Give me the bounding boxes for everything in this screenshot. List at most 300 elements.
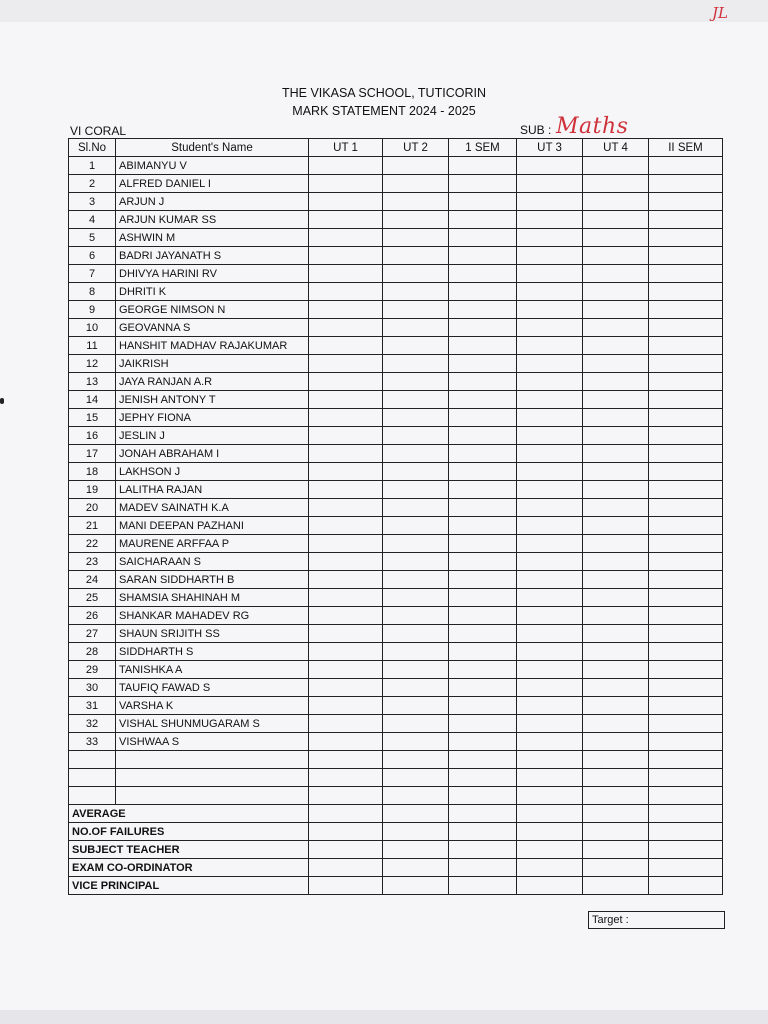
mark-cell-1sem[interactable] <box>449 463 517 481</box>
mark-cell-1sem[interactable] <box>449 607 517 625</box>
mark-cell-1sem[interactable] <box>449 265 517 283</box>
mark-cell-2sem[interactable] <box>649 391 723 409</box>
mark-cell-2sem[interactable] <box>649 283 723 301</box>
mark-cell-ut4[interactable] <box>583 229 649 247</box>
student-name: MADEV SAINATH K.A <box>116 499 309 517</box>
mark-cell-ut1[interactable] <box>309 625 383 643</box>
mark-cell-ut4[interactable] <box>583 661 649 679</box>
mark-cell-1sem[interactable] <box>449 319 517 337</box>
mark-cell-1sem[interactable] <box>449 157 517 175</box>
mark-cell-ut3[interactable] <box>517 481 583 499</box>
serial-number: 1 <box>69 157 116 175</box>
mark-cell-1sem[interactable] <box>449 679 517 697</box>
student-name: SHAUN SRIJITH SS <box>116 625 309 643</box>
mark-cell-ut3[interactable] <box>517 553 583 571</box>
mark-cell-1sem[interactable] <box>449 355 517 373</box>
mark-cell-ut4[interactable] <box>583 445 649 463</box>
student-row <box>69 589 723 607</box>
mark-cell-ut2[interactable] <box>383 427 449 445</box>
mark-cell-2sem[interactable] <box>649 247 723 265</box>
student-name: HANSHIT MADHAV RAJAKUMAR <box>116 337 309 355</box>
mark-cell-2sem[interactable] <box>649 643 723 661</box>
mark-cell-ut4[interactable] <box>583 481 649 499</box>
student-name: JESLIN J <box>116 427 309 445</box>
mark-cell-1sem[interactable] <box>449 661 517 679</box>
mark-cell-ut2[interactable] <box>383 625 449 643</box>
blank-row <box>69 751 723 769</box>
summary-cell[interactable] <box>583 823 649 841</box>
mark-cell-ut1[interactable] <box>309 445 383 463</box>
student-row <box>69 229 723 247</box>
mark-cell-ut3[interactable] <box>517 661 583 679</box>
mark-cell-ut1[interactable] <box>309 463 383 481</box>
mark-cell-ut3[interactable] <box>517 445 583 463</box>
student-row <box>69 715 723 733</box>
mark-cell-ut1[interactable] <box>309 409 383 427</box>
mark-cell-ut1[interactable] <box>309 607 383 625</box>
summary-cell[interactable] <box>517 841 583 859</box>
student-name: GEOVANNA S <box>116 319 309 337</box>
serial-number: 25 <box>69 589 116 607</box>
mark-cell-ut1[interactable] <box>309 643 383 661</box>
serial-number: 4 <box>69 211 116 229</box>
summary-cell[interactable] <box>309 805 383 823</box>
serial-number: 28 <box>69 643 116 661</box>
summary-cell[interactable] <box>649 859 723 877</box>
serial-number: 20 <box>69 499 116 517</box>
mark-cell-ut3[interactable] <box>517 283 583 301</box>
mark-cell-ut4[interactable] <box>583 463 649 481</box>
mark-cell-ut1[interactable] <box>309 337 383 355</box>
mark-cell-ut3[interactable] <box>517 427 583 445</box>
mark-cell-1sem[interactable] <box>449 517 517 535</box>
mark-cell-ut3[interactable] <box>517 391 583 409</box>
summary-cell[interactable] <box>449 805 517 823</box>
serial-number: 24 <box>69 571 116 589</box>
mark-cell-ut1[interactable] <box>309 265 383 283</box>
mark-cell-ut2[interactable] <box>383 535 449 553</box>
blank-cell <box>517 787 583 805</box>
mark-cell-2sem[interactable] <box>649 211 723 229</box>
summary-cell[interactable] <box>583 877 649 895</box>
mark-cell-ut4[interactable] <box>583 211 649 229</box>
mark-cell-ut2[interactable] <box>383 373 449 391</box>
mark-cell-1sem[interactable] <box>449 427 517 445</box>
mark-cell-ut2[interactable] <box>383 301 449 319</box>
class-label: VI CORAL <box>70 124 127 138</box>
mark-cell-2sem[interactable] <box>649 625 723 643</box>
student-row <box>69 247 723 265</box>
mark-cell-ut1[interactable] <box>309 211 383 229</box>
serial-number: 2 <box>69 175 116 193</box>
mark-cell-1sem[interactable] <box>449 409 517 427</box>
mark-cell-1sem[interactable] <box>449 535 517 553</box>
mark-cell-ut4[interactable] <box>583 427 649 445</box>
mark-cell-ut2[interactable] <box>383 247 449 265</box>
mark-cell-ut1[interactable] <box>309 283 383 301</box>
mark-cell-2sem[interactable] <box>649 319 723 337</box>
mark-cell-ut4[interactable] <box>583 625 649 643</box>
mark-cell-ut3[interactable] <box>517 157 583 175</box>
mark-cell-ut3[interactable] <box>517 175 583 193</box>
mark-cell-1sem[interactable] <box>449 373 517 391</box>
mark-cell-ut3[interactable] <box>517 229 583 247</box>
mark-cell-2sem[interactable] <box>649 517 723 535</box>
mark-cell-ut1[interactable] <box>309 175 383 193</box>
mark-cell-2sem[interactable] <box>649 733 723 751</box>
student-name: ALFRED DANIEL I <box>116 175 309 193</box>
mark-cell-ut2[interactable] <box>383 391 449 409</box>
target-box: Target : <box>588 911 725 929</box>
mark-cell-ut1[interactable] <box>309 661 383 679</box>
mark-cell-ut4[interactable] <box>583 697 649 715</box>
mark-cell-1sem[interactable] <box>449 229 517 247</box>
mark-cell-ut2[interactable] <box>383 589 449 607</box>
mark-cell-2sem[interactable] <box>649 175 723 193</box>
mark-cell-ut1[interactable] <box>309 697 383 715</box>
student-row <box>69 373 723 391</box>
mark-cell-ut4[interactable] <box>583 337 649 355</box>
serial-number: 19 <box>69 481 116 499</box>
mark-cell-ut2[interactable] <box>383 265 449 283</box>
mark-cell-ut3[interactable] <box>517 211 583 229</box>
mark-cell-1sem[interactable] <box>449 697 517 715</box>
blank-cell <box>583 769 649 787</box>
mark-cell-ut4[interactable] <box>583 733 649 751</box>
mark-cell-ut4[interactable] <box>583 319 649 337</box>
mark-cell-ut3[interactable] <box>517 643 583 661</box>
mark-cell-ut3[interactable] <box>517 373 583 391</box>
mark-cell-1sem[interactable] <box>449 481 517 499</box>
student-name: DHRITI K <box>116 283 309 301</box>
mark-cell-ut1[interactable] <box>309 427 383 445</box>
serial-number: 30 <box>69 679 116 697</box>
mark-cell-ut2[interactable] <box>383 553 449 571</box>
blank-cell <box>116 769 309 787</box>
serial-number: 15 <box>69 409 116 427</box>
summary-cell[interactable] <box>309 859 383 877</box>
mark-cell-ut4[interactable] <box>583 715 649 733</box>
student-row <box>69 319 723 337</box>
mark-cell-ut1[interactable] <box>309 481 383 499</box>
mark-cell-ut3[interactable] <box>517 337 583 355</box>
mark-cell-2sem[interactable] <box>649 607 723 625</box>
handwritten-initials: JL <box>712 4 728 22</box>
mark-cell-2sem[interactable] <box>649 337 723 355</box>
summary-cell[interactable] <box>449 859 517 877</box>
mark-cell-ut4[interactable] <box>583 157 649 175</box>
mark-cell-ut4[interactable] <box>583 409 649 427</box>
mark-cell-ut2[interactable] <box>383 517 449 535</box>
blank-cell <box>383 787 449 805</box>
mark-cell-1sem[interactable] <box>449 301 517 319</box>
mark-cell-1sem[interactable] <box>449 337 517 355</box>
mark-cell-ut3[interactable] <box>517 697 583 715</box>
summary-cell[interactable] <box>309 877 383 895</box>
summary-label: EXAM CO-ORDINATOR <box>69 859 309 877</box>
student-name: VARSHA K <box>116 697 309 715</box>
serial-number: 17 <box>69 445 116 463</box>
summary-row <box>69 859 723 877</box>
mark-cell-ut2[interactable] <box>383 193 449 211</box>
mark-cell-2sem[interactable] <box>649 499 723 517</box>
summary-cell[interactable] <box>383 841 449 859</box>
mark-cell-ut2[interactable] <box>383 409 449 427</box>
summary-cell[interactable] <box>383 823 449 841</box>
mark-cell-2sem[interactable] <box>649 535 723 553</box>
mark-cell-2sem[interactable] <box>649 445 723 463</box>
mark-cell-1sem[interactable] <box>449 391 517 409</box>
serial-number: 16 <box>69 427 116 445</box>
summary-cell[interactable] <box>649 877 723 895</box>
student-row <box>69 553 723 571</box>
mark-cell-1sem[interactable] <box>449 499 517 517</box>
mark-cell-ut2[interactable] <box>383 481 449 499</box>
serial-number: 3 <box>69 193 116 211</box>
blank-cell <box>309 751 383 769</box>
mark-cell-ut3[interactable] <box>517 589 583 607</box>
mark-cell-2sem[interactable] <box>649 229 723 247</box>
mark-cell-ut4[interactable] <box>583 571 649 589</box>
mark-cell-1sem[interactable] <box>449 715 517 733</box>
mark-cell-ut3[interactable] <box>517 607 583 625</box>
mark-cell-ut2[interactable] <box>383 211 449 229</box>
mark-cell-ut4[interactable] <box>583 643 649 661</box>
mark-cell-ut4[interactable] <box>583 553 649 571</box>
mark-cell-ut1[interactable] <box>309 571 383 589</box>
serial-number: 29 <box>69 661 116 679</box>
mark-cell-ut2[interactable] <box>383 355 449 373</box>
mark-cell-1sem[interactable] <box>449 571 517 589</box>
mark-cell-2sem[interactable] <box>649 193 723 211</box>
summary-label: VICE PRINCIPAL <box>69 877 309 895</box>
mark-cell-ut3[interactable] <box>517 193 583 211</box>
mark-cell-ut4[interactable] <box>583 193 649 211</box>
blank-row <box>69 769 723 787</box>
mark-cell-ut1[interactable] <box>309 355 383 373</box>
mark-cell-ut1[interactable] <box>309 157 383 175</box>
summary-cell[interactable] <box>517 805 583 823</box>
summary-cell[interactable] <box>649 823 723 841</box>
blank-cell <box>649 751 723 769</box>
student-row <box>69 427 723 445</box>
mark-cell-ut1[interactable] <box>309 373 383 391</box>
mark-cell-2sem[interactable] <box>649 427 723 445</box>
mark-cell-2sem[interactable] <box>649 373 723 391</box>
mark-cell-ut4[interactable] <box>583 535 649 553</box>
summary-cell[interactable] <box>383 859 449 877</box>
mark-cell-ut4[interactable] <box>583 499 649 517</box>
mark-cell-ut3[interactable] <box>517 679 583 697</box>
mark-cell-ut2[interactable] <box>383 661 449 679</box>
summary-label: SUBJECT TEACHER <box>69 841 309 859</box>
mark-cell-1sem[interactable] <box>449 283 517 301</box>
summary-cell[interactable] <box>449 877 517 895</box>
mark-cell-ut3[interactable] <box>517 355 583 373</box>
mark-cell-1sem[interactable] <box>449 211 517 229</box>
summary-cell[interactable] <box>517 877 583 895</box>
mark-cell-ut4[interactable] <box>583 265 649 283</box>
mark-cell-2sem[interactable] <box>649 265 723 283</box>
student-name: ABIMANYU V <box>116 157 309 175</box>
mark-cell-1sem[interactable] <box>449 625 517 643</box>
mark-cell-ut2[interactable] <box>383 679 449 697</box>
mark-cell-ut2[interactable] <box>383 229 449 247</box>
student-name: MAURENE ARFFAA P <box>116 535 309 553</box>
summary-cell[interactable] <box>449 841 517 859</box>
mark-cell-1sem[interactable] <box>449 733 517 751</box>
mark-cell-ut3[interactable] <box>517 247 583 265</box>
student-name: SAICHARAAN S <box>116 553 309 571</box>
mark-cell-ut1[interactable] <box>309 733 383 751</box>
mark-cell-ut1[interactable] <box>309 589 383 607</box>
mark-cell-ut2[interactable] <box>383 157 449 175</box>
student-name: JAYA RANJAN A.R <box>116 373 309 391</box>
mark-cell-ut3[interactable] <box>517 625 583 643</box>
mark-cell-ut1[interactable] <box>309 553 383 571</box>
mark-cell-ut4[interactable] <box>583 283 649 301</box>
summary-cell[interactable] <box>649 841 723 859</box>
blank-cell <box>449 787 517 805</box>
mark-cell-1sem[interactable] <box>449 247 517 265</box>
mark-cell-ut3[interactable] <box>517 499 583 517</box>
mark-cell-ut4[interactable] <box>583 247 649 265</box>
summary-cell[interactable] <box>383 805 449 823</box>
mark-cell-ut1[interactable] <box>309 247 383 265</box>
mark-cell-ut1[interactable] <box>309 715 383 733</box>
summary-cell[interactable] <box>583 841 649 859</box>
mark-cell-ut4[interactable] <box>583 391 649 409</box>
mark-cell-ut2[interactable] <box>383 571 449 589</box>
student-name: SHANKAR MAHADEV RG <box>116 607 309 625</box>
mark-cell-ut1[interactable] <box>309 517 383 535</box>
mark-cell-ut2[interactable] <box>383 499 449 517</box>
mark-cell-2sem[interactable] <box>649 589 723 607</box>
mark-cell-ut2[interactable] <box>383 463 449 481</box>
mark-cell-2sem[interactable] <box>649 463 723 481</box>
summary-cell[interactable] <box>583 859 649 877</box>
summary-cell[interactable] <box>309 823 383 841</box>
blank-cell <box>383 769 449 787</box>
mark-cell-ut2[interactable] <box>383 445 449 463</box>
serial-number: 27 <box>69 625 116 643</box>
mark-cell-ut1[interactable] <box>309 499 383 517</box>
mark-cell-ut2[interactable] <box>383 319 449 337</box>
mark-cell-ut3[interactable] <box>517 535 583 553</box>
mark-cell-2sem[interactable] <box>649 571 723 589</box>
mark-cell-2sem[interactable] <box>649 301 723 319</box>
student-name: BADRI JAYANATH S <box>116 247 309 265</box>
mark-cell-2sem[interactable] <box>649 715 723 733</box>
mark-cell-ut3[interactable] <box>517 301 583 319</box>
mark-cell-ut4[interactable] <box>583 373 649 391</box>
mark-cell-ut3[interactable] <box>517 715 583 733</box>
mark-cell-1sem[interactable] <box>449 193 517 211</box>
mark-cell-ut3[interactable] <box>517 265 583 283</box>
mark-cell-1sem[interactable] <box>449 553 517 571</box>
student-row <box>69 283 723 301</box>
mark-cell-ut3[interactable] <box>517 733 583 751</box>
mark-cell-ut2[interactable] <box>383 283 449 301</box>
mark-cell-ut1[interactable] <box>309 319 383 337</box>
col-header-name: Student's Name <box>116 139 309 157</box>
mark-cell-ut2[interactable] <box>383 337 449 355</box>
summary-cell[interactable] <box>583 805 649 823</box>
summary-label: NO.OF FAILURES <box>69 823 309 841</box>
mark-cell-ut4[interactable] <box>583 607 649 625</box>
serial-number: 26 <box>69 607 116 625</box>
mark-cell-ut1[interactable] <box>309 391 383 409</box>
student-row <box>69 535 723 553</box>
mark-cell-1sem[interactable] <box>449 589 517 607</box>
mark-cell-2sem[interactable] <box>649 661 723 679</box>
col-header-ut4: UT 4 <box>583 139 649 157</box>
mark-cell-1sem[interactable] <box>449 175 517 193</box>
blank-cell <box>383 751 449 769</box>
mark-cell-ut3[interactable] <box>517 409 583 427</box>
mark-cell-ut4[interactable] <box>583 589 649 607</box>
mark-cell-ut2[interactable] <box>383 643 449 661</box>
mark-cell-2sem[interactable] <box>649 409 723 427</box>
serial-number: 33 <box>69 733 116 751</box>
mark-cell-ut2[interactable] <box>383 607 449 625</box>
mark-cell-ut4[interactable] <box>583 175 649 193</box>
summary-cell[interactable] <box>517 859 583 877</box>
summary-row <box>69 877 723 895</box>
mark-cell-ut2[interactable] <box>383 175 449 193</box>
student-row <box>69 193 723 211</box>
mark-cell-ut1[interactable] <box>309 229 383 247</box>
mark-cell-ut3[interactable] <box>517 463 583 481</box>
serial-number: 9 <box>69 301 116 319</box>
mark-cell-ut4[interactable] <box>583 679 649 697</box>
mark-cell-2sem[interactable] <box>649 355 723 373</box>
summary-cell[interactable] <box>383 877 449 895</box>
blank-cell <box>649 769 723 787</box>
mark-cell-ut4[interactable] <box>583 301 649 319</box>
mark-cell-ut1[interactable] <box>309 193 383 211</box>
blank-cell <box>309 787 383 805</box>
mark-cell-1sem[interactable] <box>449 445 517 463</box>
subject-label: SUB : <box>520 123 552 137</box>
mark-cell-2sem[interactable] <box>649 157 723 175</box>
summary-cell[interactable] <box>309 841 383 859</box>
mark-cell-ut2[interactable] <box>383 715 449 733</box>
mark-cell-ut3[interactable] <box>517 571 583 589</box>
mark-cell-ut4[interactable] <box>583 355 649 373</box>
summary-cell[interactable] <box>649 805 723 823</box>
student-row <box>69 301 723 319</box>
mark-cell-ut2[interactable] <box>383 697 449 715</box>
mark-cell-2sem[interactable] <box>649 697 723 715</box>
summary-cell[interactable] <box>449 823 517 841</box>
mark-cell-ut3[interactable] <box>517 517 583 535</box>
summary-cell[interactable] <box>517 823 583 841</box>
serial-number: 32 <box>69 715 116 733</box>
student-name: TANISHKA A <box>116 661 309 679</box>
mark-cell-ut2[interactable] <box>383 733 449 751</box>
mark-cell-1sem[interactable] <box>449 643 517 661</box>
mark-cell-ut1[interactable] <box>309 679 383 697</box>
mark-cell-2sem[interactable] <box>649 679 723 697</box>
mark-cell-2sem[interactable] <box>649 553 723 571</box>
student-row <box>69 643 723 661</box>
mark-cell-ut4[interactable] <box>583 517 649 535</box>
mark-cell-ut1[interactable] <box>309 535 383 553</box>
mark-cell-ut3[interactable] <box>517 319 583 337</box>
mark-cell-2sem[interactable] <box>649 481 723 499</box>
mark-cell-ut1[interactable] <box>309 301 383 319</box>
